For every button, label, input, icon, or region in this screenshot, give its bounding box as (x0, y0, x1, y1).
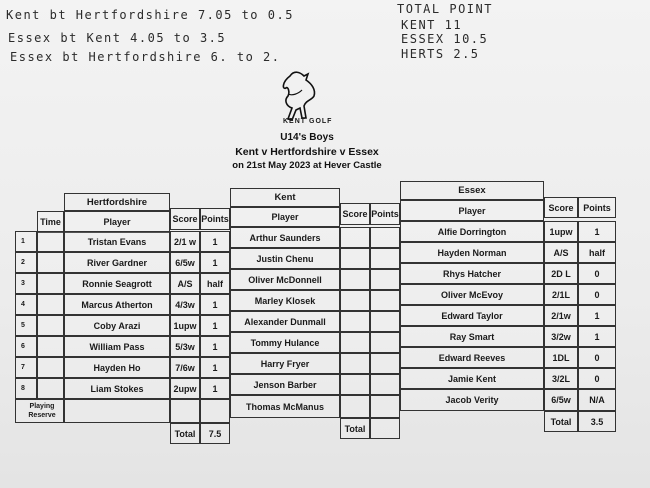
herts-score-cell: A/S (170, 273, 200, 294)
herts-player-cell: William Pass (64, 336, 170, 357)
herts-score-header: Score (170, 208, 200, 230)
time-cell (37, 357, 64, 378)
herts-player-cell: Marcus Atherton (64, 294, 170, 315)
kent-player-cell: Marley Klosek (230, 290, 340, 311)
essex-player-cell: Rhys Hatcher (400, 263, 544, 284)
kent-reserve-points (370, 395, 400, 418)
herts-score-cell: 4/3w (170, 294, 200, 315)
kent-player-cell: Jenson Barber (230, 374, 340, 395)
row-number: 7 (15, 357, 37, 378)
herts-score-cell: 6/5w (170, 252, 200, 273)
essex-player-cell: Edward Taylor (400, 305, 544, 326)
kent-points-cell (370, 290, 400, 311)
time-cell (37, 378, 64, 399)
handwritten-total-heading: TOTAL POINT (397, 2, 493, 16)
herts-points-cell: 1 (200, 252, 230, 273)
kent-points-cell (370, 311, 400, 332)
essex-points-cell: 0 (578, 368, 616, 389)
herts-points-cell: 1 (200, 378, 230, 399)
handwritten-total-kent: KENT 11 (401, 18, 463, 32)
row-number: 2 (15, 252, 37, 273)
kent-score-header: Score (340, 203, 370, 225)
essex-player-cell: Hayden Norman (400, 242, 544, 263)
time-cell (37, 315, 64, 336)
herts-player-cell: Coby Arazi (64, 315, 170, 336)
essex-reserve-cell: Jacob Verity (400, 389, 544, 411)
herts-reserve-cell (64, 399, 170, 423)
kent-team-header: Kent (230, 188, 340, 207)
handwritten-result-1: Kent bt Hertfordshire 7.05 to 0.5 (6, 8, 294, 22)
essex-player-cell: Alfie Dorrington (400, 221, 544, 242)
herts-total-value: 7.5 (200, 423, 230, 444)
time-cell (37, 273, 64, 294)
kent-score-cell (340, 290, 370, 311)
kent-score-cell (340, 227, 370, 248)
herts-score-cell: 2upw (170, 378, 200, 399)
essex-total-label: Total (544, 411, 578, 432)
herts-points-cell: 1 (200, 357, 230, 378)
essex-points-cell: 0 (578, 284, 616, 305)
essex-player-cell: Edward Reeves (400, 347, 544, 368)
kent-score-cell (340, 353, 370, 374)
row-number: 8 (15, 378, 37, 399)
essex-points-cell: 0 (578, 263, 616, 284)
kent-player-cell: Justin Chenu (230, 248, 340, 269)
logo-caption: KENT GOLF (283, 118, 333, 125)
time-cell (37, 252, 64, 273)
kent-score-cell (340, 269, 370, 290)
essex-points-cell: 1 (578, 326, 616, 347)
handwritten-total-herts: HERTS 2.5 (401, 47, 480, 61)
handwritten-result-2: Essex bt Kent 4.05 to 3.5 (8, 31, 227, 45)
row-number: 5 (15, 315, 37, 336)
kent-points-header: Points (370, 203, 400, 225)
herts-points-cell: 1 (200, 336, 230, 357)
essex-score-cell: 3/2w (544, 326, 578, 347)
kent-total-value (370, 418, 400, 439)
kent-reserve-cell: Thomas McManus (230, 395, 340, 418)
kent-score-cell (340, 374, 370, 395)
event-date-venue: on 21st May 2023 at Hever Castle (232, 160, 382, 171)
kent-player-header: Player (230, 207, 340, 227)
herts-score-cell: 1upw (170, 315, 200, 336)
time-cell (37, 294, 64, 315)
event-match: Kent v Hertfordshire v Essex (235, 146, 379, 158)
essex-player-cell: Jamie Kent (400, 368, 544, 389)
herts-points-header: Points (200, 208, 230, 230)
handwritten-total-essex: ESSEX 10.5 (401, 32, 489, 46)
herts-reserve-score (170, 399, 200, 423)
kent-reserve-score (340, 395, 370, 418)
herts-score-cell: 7/6w (170, 357, 200, 378)
herts-points-cell: half (200, 273, 230, 294)
row-number: 3 (15, 273, 37, 294)
essex-score-cell: 2/1w (544, 305, 578, 326)
time-cell (37, 231, 64, 252)
essex-team-header: Essex (400, 181, 544, 200)
essex-score-cell: 1upw (544, 221, 578, 242)
essex-score-cell: A/S (544, 242, 578, 263)
essex-score-cell: 1DL (544, 347, 578, 368)
essex-score-cell: 2/1L (544, 284, 578, 305)
row-number: 4 (15, 294, 37, 315)
essex-total-value: 3.5 (578, 411, 616, 432)
herts-points-cell: 1 (200, 315, 230, 336)
handwritten-result-3: Essex bt Hertfordshire 6. to 2. (10, 50, 281, 64)
kent-player-cell: Arthur Saunders (230, 227, 340, 248)
time-cell (37, 336, 64, 357)
kent-player-cell: Alexander Dunmall (230, 311, 340, 332)
kent-points-cell (370, 353, 400, 374)
herts-player-header: Player (64, 211, 170, 233)
herts-player-cell: Ronnie Seagrott (64, 273, 170, 294)
essex-score-cell: 2D L (544, 263, 578, 284)
kent-points-cell (370, 332, 400, 353)
herts-player-cell: Hayden Ho (64, 357, 170, 378)
essex-points-cell: half (578, 242, 616, 263)
herts-team-header: Hertfordshire (64, 193, 170, 211)
herts-player-cell: Liam Stokes (64, 378, 170, 399)
kent-score-cell (340, 311, 370, 332)
kent-points-cell (370, 374, 400, 395)
herts-points-cell: 1 (200, 231, 230, 252)
kent-points-cell (370, 227, 400, 248)
essex-score-header: Score (544, 197, 578, 218)
row-number: 6 (15, 336, 37, 357)
kent-points-cell (370, 248, 400, 269)
essex-player-cell: Ray Smart (400, 326, 544, 347)
herts-score-cell: 2/1 w (170, 231, 200, 252)
row-number: 1 (15, 231, 37, 252)
herts-reserve-points (200, 399, 230, 423)
essex-points-header: Points (578, 197, 616, 218)
essex-points-cell: 1 (578, 305, 616, 326)
essex-points-cell: 0 (578, 347, 616, 368)
essex-points-cell: 1 (578, 221, 616, 242)
essex-score-cell: 3/2L (544, 368, 578, 389)
essex-reserve-score: 6/5w (544, 389, 578, 411)
reserve-label: Playing Reserve (15, 399, 64, 423)
essex-player-cell: Oliver McEvoy (400, 284, 544, 305)
event-category: U14's Boys (280, 132, 334, 143)
time-header: Time (37, 211, 64, 233)
kent-score-cell (340, 332, 370, 353)
kent-player-cell: Oliver McDonnell (230, 269, 340, 290)
essex-player-header: Player (400, 200, 544, 221)
essex-reserve-points: N/A (578, 389, 616, 411)
herts-player-cell: Tristan Evans (64, 231, 170, 252)
kent-score-cell (340, 248, 370, 269)
herts-player-cell: River Gardner (64, 252, 170, 273)
kent-player-cell: Tommy Hulance (230, 332, 340, 353)
kent-player-cell: Harry Fryer (230, 353, 340, 374)
herts-score-cell: 5/3w (170, 336, 200, 357)
kent-points-cell (370, 269, 400, 290)
kent-total-label: Total (340, 418, 370, 439)
herts-points-cell: 1 (200, 294, 230, 315)
herts-total-label: Total (170, 423, 200, 444)
